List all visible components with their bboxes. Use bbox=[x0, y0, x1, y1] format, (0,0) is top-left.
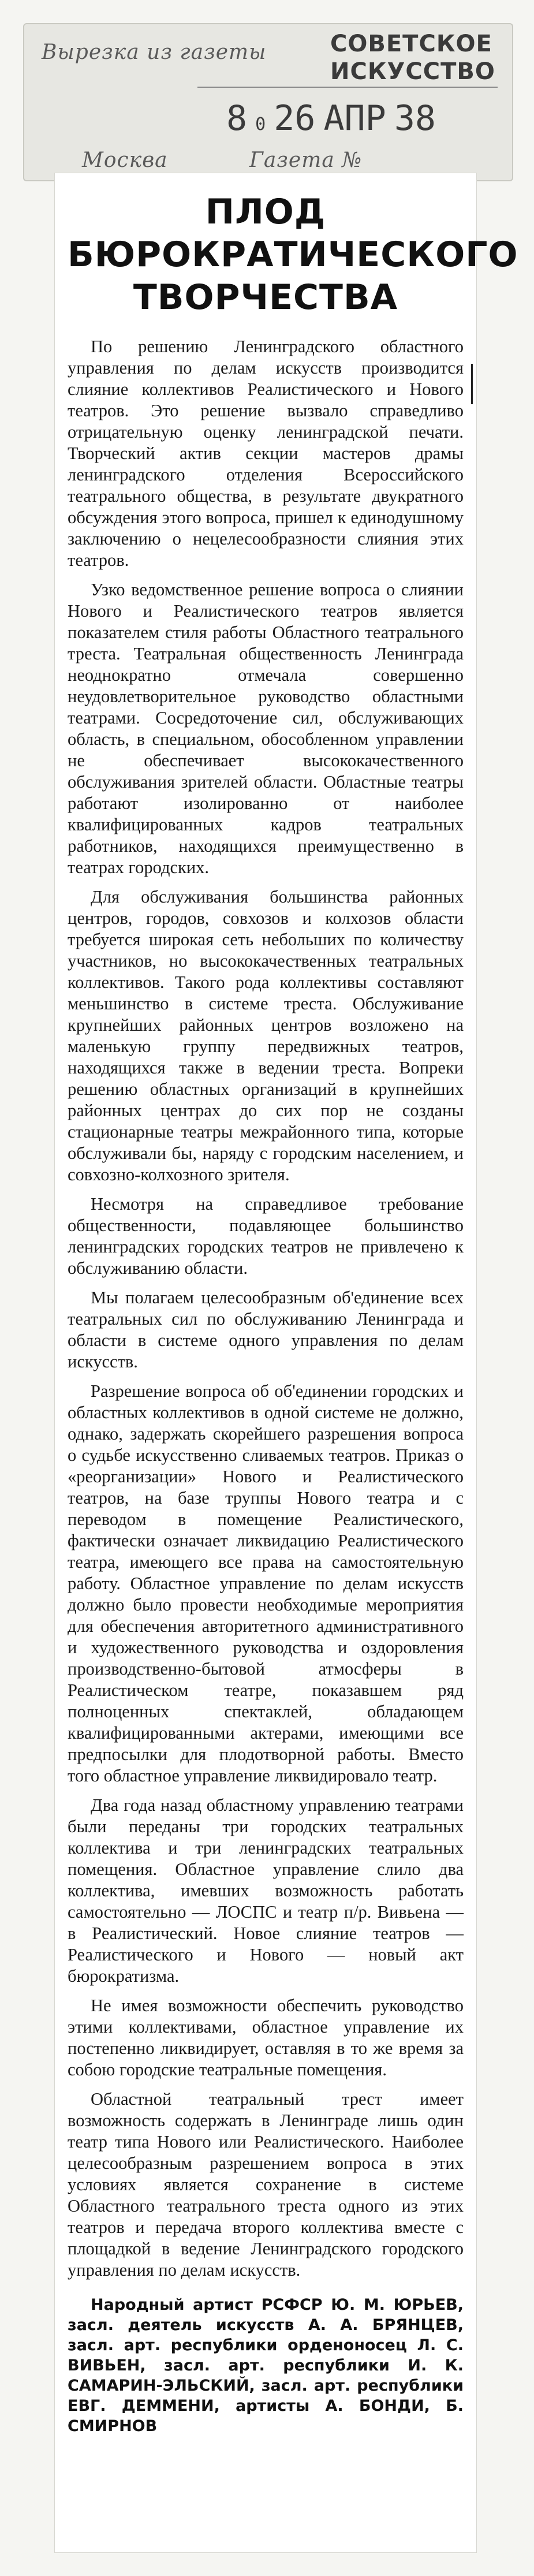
gazette-label: Газета № bbox=[249, 148, 363, 172]
date-month: АПР bbox=[323, 98, 386, 139]
paragraph: Мы полагаем целесообразным об'единение всех театральных сил по обслуживанию Ленинграда и области в системе одного управления по делам искусств. bbox=[68, 1288, 464, 1371]
article-headline bbox=[68, 191, 518, 319]
article-signature: Народный артист РСФСР Ю. М. ЮРЬЕВ, засл. деятель искусств А. А. БРЯНЦЕВ, засл. арт. республики орденоносец Л. С. ВИВЬЕН, засл. арт. республики И. К. САМАРИН-ЭЛЬСКИЙ, засл. арт. республики ЕВГ. ДЕММЕНИ, артисты А. БОНДИ, Б. СМИРНОВ bbox=[68, 2296, 464, 2435]
paragraph: Два года назад областному управлению театрами были переданы три городских театральных коллектива и три ленинградских театральных помещения. Областное управление слило два коллектива, имевших возможность работать самостоятельно — ЛОСПС и театр п/р. Вивьена — в Реалистический. Новое слияние театров — Реалистического и Нового — новый акт бюрократизма. bbox=[68, 1795, 464, 1986]
clipping-label: Вырезка из газеты bbox=[42, 40, 267, 64]
paragraph: Для обслуживания большинства районных центров, городов, совхозов и колхозов области требуется широкая сеть небольших по количеству участников, но высококачественных театральных коллективов. Такого рода коллективы составляют меньшинство в системе треста. Обслуживание крупнейших районных центров возложено на маленькую группу передвижных театров, находящихся также в ведении треста. Вопреки решению областных организаций в крупнейших районных центрах до сих пор не созданы стационарные театры межрайонного типа, которые обслуживали бы, наряду с городским населением, и совхозно-колхозного зрителя. bbox=[68, 887, 464, 1184]
paper-name-line2: ИСКУССТВО bbox=[330, 58, 495, 85]
paragraph: Разрешение вопроса об об'единении городских и областных коллективов в одной системе не должно, однако, задержать скорейшего разрешения вопроса о судьбе искусственно сливаемых театров. Приказ о «реорганизации» Нового и Реалистического театров, на базе труппы Нового театра и с переводом в помещение Реалистического, фактически означает ликвидацию Реалистического театра, имеющего все права на самостоятельную работу. Областное управление по делам искусств должно было провести необходимые мероприятия для обеспечения авторитетного административного и художественного руководства и оздоровления производственно-бытовой атмосферы в Реалистическом театре, показавшем ряд полноценных спектаклей, обладающем квалифицированными актерами, имеющими все предпосылки для плодотворной работы. Вместо того областное управление ликвидировало театр. bbox=[68, 1381, 464, 1785]
headline-line-3: ТВОРЧЕСТВА bbox=[133, 277, 398, 318]
paragraph: Не имея возможности обеспечить руководство этими коллективами, областное управление их постепенно ликвидирует, оставляя в то же время за собою городские театральные помещения. bbox=[68, 1996, 464, 2079]
newspaper-article bbox=[55, 173, 518, 2552]
headline-line-1: ПЛОД bbox=[205, 192, 326, 232]
paper-name-line1: СОВЕТСКОЕ bbox=[330, 31, 492, 57]
article-body bbox=[68, 336, 464, 2281]
date-year: 38 bbox=[394, 98, 436, 139]
paragraph: Областной театральный трест имеет возможность содержать в Ленинграде лишь один театр типа Нового или Реалистического. Наиболее целесообразным разрешением вопроса в этих условиях является сохранение в системе Областного театрального треста одного из этих театров и передача второго коллектива вместе с площадкой в ведение Ленинградского городского управления по делам искусств. bbox=[68, 2089, 464, 2280]
date-small-zero: 0 bbox=[255, 114, 266, 135]
column-rule bbox=[471, 364, 473, 404]
headline-line-2: БЮРОКРАТИЧЕСКОГО bbox=[68, 234, 518, 275]
date-stamp bbox=[226, 98, 436, 139]
city-label: Москва bbox=[82, 148, 168, 172]
date-number: 26 bbox=[274, 98, 316, 139]
paragraph: Узко ведомственное решение вопроса о слиянии Нового и Реалистического театров является показателем стиля работы Областного театрального треста. Театральная общественность Ленинграда неоднократно отмечала совершенно неудовлетворительное руководство областными театрами. Сосредоточение сил, обслуживающих область, в специальном, обособленном управлении не обеспечивает высококачественного обслуживания зрителей области. Областные театры работают изолированно от наиболее квалифицированных кадров театральных работников, находящихся преимущественно в театрах городских. bbox=[68, 580, 464, 877]
paragraph: Несмотря на справедливое требование общественности, подавляющее большинство ленинградских городских театров не привлечено к обслуживанию области. bbox=[68, 1194, 464, 1278]
press-clipping-stamp bbox=[23, 23, 513, 181]
paragraph: По решению Ленинградского областного управления по делам искусств производится слияние коллективов Реалистического и Нового театров. Это решение вызвало справедливо отрицательную оценку ленинградской печати. Творческий актив секции мастеров драмы ленинградского отделения Всероссийского театрального общества, в результате двукратного обсуждения этого вопроса, пришел к единодушному заключению о нецелесообразности слияния этих театров. bbox=[68, 337, 464, 570]
stamp-rule bbox=[197, 87, 498, 88]
date-day: 8 bbox=[226, 98, 248, 139]
